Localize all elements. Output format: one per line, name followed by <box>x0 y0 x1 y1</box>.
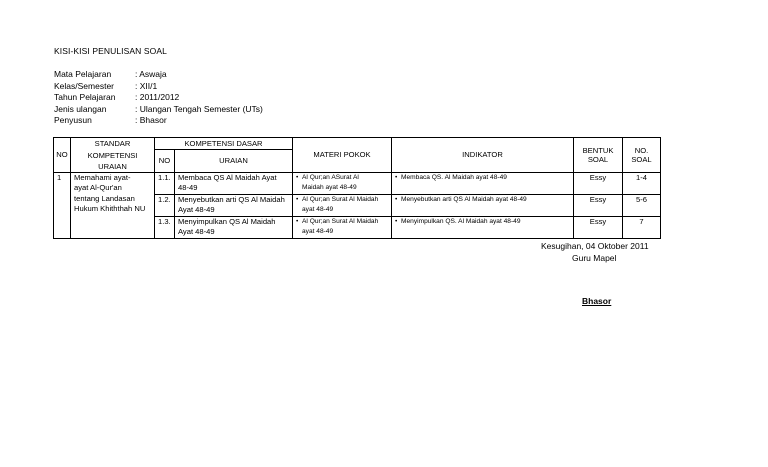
indikator-text: Menyimpulkan QS. Al Maidah ayat 48-49 <box>401 217 521 225</box>
meta-row-year <box>54 92 263 104</box>
sk-text <box>71 172 155 238</box>
bullet-icon: • <box>395 173 398 181</box>
no-soal: 5-6 <box>623 194 661 216</box>
materi-line: ayat 48-49 <box>302 206 334 213</box>
sk-text-line: Memahami ayat- <box>74 172 131 182</box>
kd-line: Menyebutkan arti QS Al Maidah <box>178 194 285 204</box>
signature-place-date: Kesugihan, 04 Oktober 2011 <box>541 241 649 251</box>
materi-line: Al Qur;an ASurat Al <box>302 173 359 181</box>
meta-value: : XII/1 <box>135 80 158 91</box>
header-bentuk-line2: SOAL <box>587 154 609 164</box>
bullet-icon: • <box>296 217 299 225</box>
indikator <box>392 194 574 216</box>
no-soal: 1-4 <box>623 172 661 194</box>
meta-row-exam-type <box>54 104 263 116</box>
header-bentuk-line1: BENTUK <box>582 145 614 155</box>
meta-row-author <box>54 115 263 127</box>
header-nosoal-line1: NO. <box>634 145 649 155</box>
meta-value: : Bhasor <box>135 115 167 125</box>
kd-uraian <box>175 172 293 194</box>
header-bentuk-soal <box>574 138 623 173</box>
kd-no: 1.2. <box>155 194 175 216</box>
header-no: NO <box>54 138 71 173</box>
bullet-icon: • <box>395 217 398 225</box>
indikator-text: Membaca QS. Al Maidah ayat 48-49 <box>401 173 507 181</box>
meta-label: Tahun Pelajaran <box>54 92 116 102</box>
no-soal: 7 <box>623 216 661 238</box>
bullet-icon: • <box>296 195 299 203</box>
bullet-icon: • <box>296 173 299 181</box>
materi-pokok <box>293 216 392 238</box>
meta-row-class <box>54 81 263 93</box>
materi-pokok <box>293 172 392 194</box>
sk-text-line: Hukum Khiththah NU <box>74 204 146 213</box>
meta-block <box>54 69 263 127</box>
kisi-kisi-table <box>53 137 661 239</box>
kd-uraian <box>175 216 293 238</box>
meta-row-subject <box>54 69 263 81</box>
header-kd-uraian: URAIAN <box>175 150 293 173</box>
kd-no: 1.1. <box>155 172 175 194</box>
header-nosoal-line2: SOAL <box>631 154 652 164</box>
kd-line: Membaca QS Al Maidah Ayat <box>178 172 277 182</box>
bullet-icon: • <box>395 195 398 203</box>
materi-line: Al Qur;an Surat Al Maidah <box>302 195 379 203</box>
materi-pokok <box>293 194 392 216</box>
kd-line: Ayat 48-49 <box>178 205 215 214</box>
signature-role: Guru Mapel <box>572 253 617 263</box>
sk-no: 1 <box>54 172 71 238</box>
table-row <box>54 172 661 194</box>
bentuk-soal: Essy <box>574 216 623 238</box>
sk-text-line: tentang Landasan <box>74 193 135 203</box>
bentuk-soal: Essy <box>574 172 623 194</box>
document-title: KISI-KISI PENULISAN SOAL <box>54 46 167 56</box>
indikator <box>392 172 574 194</box>
meta-label: Mata Pelajaran <box>54 69 112 79</box>
bentuk-soal: Essy <box>574 194 623 216</box>
materi-line: Maidah ayat 48-49 <box>302 184 357 191</box>
meta-label: Penyusun <box>54 115 92 125</box>
signature-name: Bhasor <box>582 296 612 306</box>
header-indikator: INDIKATOR <box>392 138 574 173</box>
header-kompetensi-dasar: KOMPETENSI DASAR <box>155 138 293 150</box>
indikator <box>392 216 574 238</box>
meta-label: Jenis ulangan <box>54 103 107 114</box>
header-standar-line2: KOMPETENSI <box>71 150 155 161</box>
materi-line: ayat 48-49 <box>302 228 334 235</box>
header-materi-pokok: MATERI POKOK <box>293 138 392 173</box>
kd-no: 1.3. <box>155 216 175 238</box>
header-standar-uraian: URAIAN <box>71 161 155 173</box>
meta-value: : 2011/2012 <box>135 92 180 102</box>
kd-uraian <box>175 194 293 216</box>
indikator-text: Menyebutkan arti QS Al Maidah ayat 48-49 <box>401 195 527 203</box>
kd-line: Menyimpulkan QS Al Maidah <box>178 216 276 226</box>
sk-text-line: ayat Al-Qur'an <box>74 183 122 192</box>
kd-line: 48-49 <box>178 183 198 192</box>
meta-value: : Ulangan Tengah Semester (UTs) <box>135 103 263 114</box>
meta-label: Kelas/Semester <box>54 80 114 91</box>
header-standar-line1: STANDAR <box>71 138 155 150</box>
header-no-soal <box>623 138 661 173</box>
materi-line: Al Qur;an Surat Al Maidah <box>302 217 379 225</box>
kd-line: Ayat 48-49 <box>178 227 215 236</box>
header-kd-no: NO <box>155 150 175 173</box>
meta-value: : Aswaja <box>135 69 167 79</box>
